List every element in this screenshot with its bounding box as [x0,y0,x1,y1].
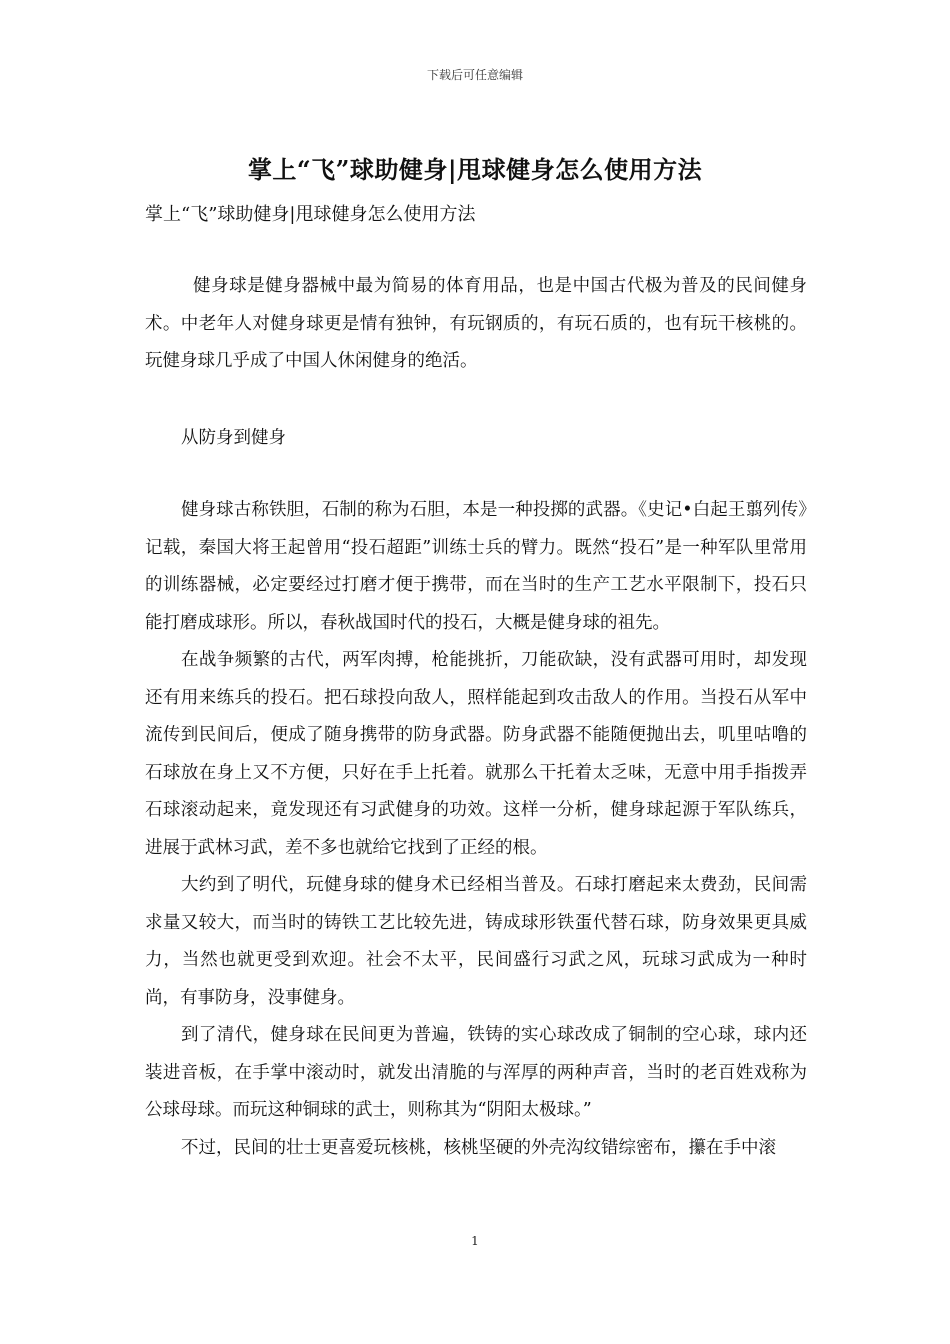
body-paragraph: 大约到了明代，玩健身球的健身术已经相当普及。石球打磨起来太费劲，民间需求量又较大，而当时的铸铁工艺比较先进，铸成球形铁蛋代替石球，防身效果更具威力，当然也就更受到欢迎。社会不太平，民间盛行习武之风，玩球习武成为一种时尚，有事防身，没事健身。 [145,875,807,1008]
body-paragraph: 在战争频繁的古代，两军肉搏，枪能挑折，刀能砍缺，没有武器可用时，却发现还有用来练兵的投石。把石球投向敌人，照样能起到攻击敌人的作用。当投石从军中流传到民间后，便成了随身携带的防身武器。防身武器不能随便抛出去，叽里咕噜的石球放在身上又不方便，只好在手上托着。就那么干托着太乏味，无意中用手指拨弄石球滚动起来，竟发现还有习武健身的功效。这样一分析，健身球起源于军队练兵，进展于武林习武，差不多也就给它找到了正经的根。 [145,650,807,858]
body-paragraph: 健身球古称铁胆，石制的称为石胆，本是一种投掷的武器。《史记•白起王翦列传》记载，秦国大将王起曾用“投石超距”训练士兵的臂力。既然“投石”是一种军队里常用的训练器械，必定要经过打磨才便于携带，而在当时的生产工艺水平限制下，投石只能打磨成球形。所以，春秋战国时代的投石，大概是健身球的祖先。 [145,500,807,633]
section-heading: 从防身到健身 [181,428,286,448]
document-title: 掌上“飞”球助健身|甩球健身怎么使用方法 [247,155,703,184]
document-subtitle: 掌上“飞”球助健身|甩球健身怎么使用方法 [145,204,476,225]
page-number: 1 [471,1234,479,1248]
body-paragraph: 到了清代，健身球在民间更为普遍，铁铸的实心球改成了铜制的空心球，球内还装进音板，在手掌中滚动时，就发出清脆的与浑厚的两种声音，当时的老百姓戏称为公球母球。而玩这种铜球的武士，则称其为“阴阳太极球。” [145,1025,807,1120]
main-text [145,492,807,1167]
header-note: 下载后可任意编辑 [426,68,523,82]
body-paragraph: 不过，民间的壮士更喜爱玩核桃，核桃坚硬的外壳沟纹错综密布，攥在手中滚 [181,1137,776,1158]
intro-paragraph: 健身球是健身器械中最为简易的体育用品，也是中国古代极为普及的民间健身术。中老年人对健身球更是情有独钟，有玩钢质的，有玩石质的，也有玩干核桃的。玩健身球几乎成了中国人休闲健身的绝活。 [145,276,807,371]
